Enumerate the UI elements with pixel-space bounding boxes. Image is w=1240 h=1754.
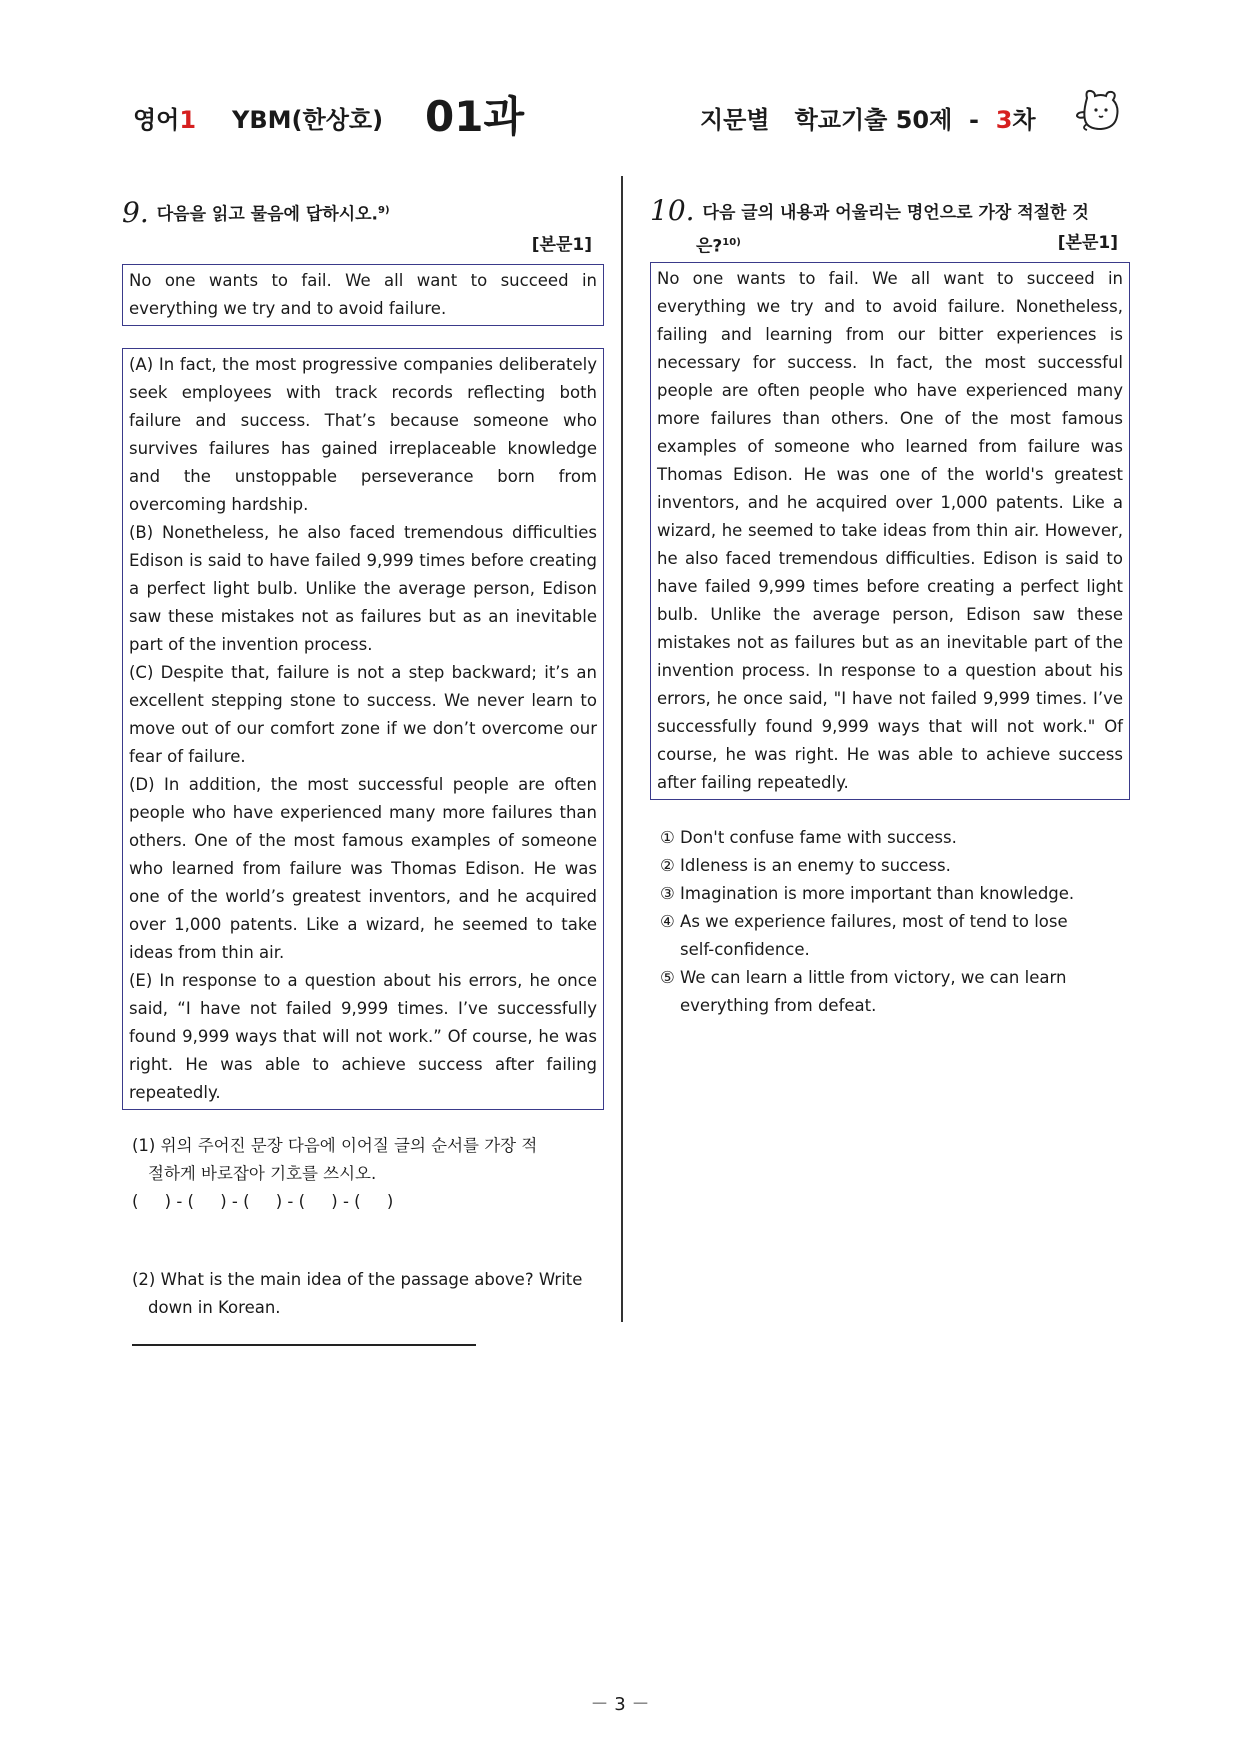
paragraph-d: (D) In addition, the most successful people are often people who have experienced many more failures than others. One of the most famous examples of someone who learned from failure was Thomas Edison. He was one of the world’s greatest inventors, and he acquired over 1,000 patents. Like a wizard, he seemed to take ideas from thin air. bbox=[129, 774, 597, 962]
option-1[interactable]: ① Don't confuse fame with success. bbox=[660, 828, 957, 847]
question-9-prompt: 9. 다음을 읽고 물음에 답하시오.$^{9)}$ bbox=[122, 195, 390, 229]
answer-line[interactable] bbox=[132, 1344, 476, 1346]
question-number: 10. bbox=[650, 194, 695, 227]
subject-label: 영어1 bbox=[133, 106, 197, 134]
footnote-mark: 9) bbox=[378, 205, 390, 216]
order-answer-blanks[interactable]: ( ) - ( ) - ( ) - ( ) - ( ) bbox=[132, 1191, 394, 1211]
footnote-mark: 10) bbox=[722, 237, 741, 248]
sub-question-2: (2) What is the main idea of the passage above? Write down in Korean. bbox=[132, 1269, 583, 1317]
answer-options bbox=[650, 824, 1130, 1020]
paragraph-e: (E) In response to a question about his errors, he once said, “I have not failed 9,999 times. I’ve successfully found 9,999 ways that will not work.” Of course, he was right. He was able to achieve success after failing repeatedly. bbox=[129, 970, 597, 1102]
given-sentence: No one wants to fail. We all want to succeed in everything we try and to avoid failure. bbox=[129, 270, 597, 318]
lesson-label: 01과 bbox=[425, 92, 525, 141]
question-9 bbox=[122, 196, 604, 1346]
column-divider bbox=[621, 176, 623, 1322]
given-sentence-box bbox=[122, 264, 604, 326]
option-4[interactable]: ④ As we experience failures, most of tend to lose self-confidence. bbox=[660, 912, 1068, 959]
sub-question-1: (1) 위의 주어진 문장 다음에 이어질 글의 순서를 가장 적 절하게 바로잡아 기호를 쓰시오. bbox=[132, 1135, 538, 1183]
paragraph-a: (A) In fact, the most progressive companies deliberately seek employees with track records reflecting both failure and success. That’s because someone who survives failures has gained irreplaceable knowledge and the unstoppable perseverance born from overcoming hardship. bbox=[129, 354, 597, 514]
worksheet-title: 지문별 학교기출 50제 - 3차 bbox=[700, 106, 1036, 134]
bear-mascot-icon bbox=[1073, 86, 1123, 134]
subject-number: 1 bbox=[179, 106, 197, 134]
passage-text: No one wants to fail. We all want to succeed in everything we try and to avoid failure. Nonetheless, failing and learning from our bitter experiences is necessary for success. In fact, the most successful people are often people who have experienced many more failures than others. One of the most famous examples of someone who learned from failure was Thomas Edison. He was one of the world's greatest inventors, and he acquired over 1,000 patents. Like a wizard, he seemed to take ideas from thin air. However, he also faced tremendous difficulties. Edison is said to have failed 9,999 times before creating a perfect light bulb. Unlike the average person, Edison saw these mistakes not as failures but as an inevitable part of the invention process. In response to a question about his errors, he once said, "I have not failed 9,999 times. I’ve successfully found 9,999 ways that will not work." Of course, he was right. He was able to achieve success after failing repeatedly. bbox=[657, 269, 1123, 792]
question-number: 9. bbox=[122, 195, 149, 229]
page-header bbox=[0, 86, 1240, 146]
question-10: 10. 다음 글의 내용과 어울리는 명언으로 가장 적절한 것 은?$^{10)}$ [본문1] No one wants to fail. We all want to succeed in everything we try and to avoid failure. Nonetheless, failing and learning from our bitter experiences is necessary for success. In fact, the most successful people are often people who have experienced many more failures than others. One of the most famous examples of someone who learned from failure was Thomas Edison. He was one of the world's greatest inventors, and he acquired over 1,000 patents. Like a wizard, he seemed to take ideas from thin air. However, he also faced tremendous difficulties. Edison is said to have failed 9,999 times before creating a perfect light bulb. Unlike the average person, Edison saw these mistakes not as failures but as an inevitable part of the invention process. In response to a question about his errors, he once said, "I have not failed 9,999 times. I’ve successfully found 9,999 ways that will not work." Of course, he was right. He was able to achieve success after failing repeatedly. ① Don't confuse fame with success. ② Idleness is an enemy to success. ③ Imagination is more important than knowledge. ④ As we experience failures, most of tend to lose self-confidence. ⑤ We can learn a little from victory, we can learn everything from defeat. bbox=[650, 196, 1130, 1020]
round-number: 3 bbox=[995, 106, 1013, 134]
passage-box bbox=[650, 262, 1130, 800]
paragraph-b: (B) Nonetheless, he also faced tremendous difficulties Edison is said to have failed 9,999 times before creating a perfect light bulb. Unlike the average person, Edison saw these mistakes not as failures but as an inevitable part of the invention process. bbox=[129, 522, 597, 654]
option-5[interactable]: ⑤ We can learn a little from victory, we can learn everything from defeat. bbox=[660, 968, 1067, 1015]
publisher-label: YBM(한상호) bbox=[232, 106, 384, 134]
option-2[interactable]: ② Idleness is an enemy to success. bbox=[660, 856, 951, 875]
source-tag: [본문1] bbox=[1057, 233, 1118, 253]
page-number: － 3 － bbox=[590, 1694, 650, 1715]
source-tag: [본문1] bbox=[531, 234, 592, 255]
paragraph-c: (C) Despite that, failure is not a step backward; it’s an excellent stepping stone to success. We never learn to move out of our comfort zone if we don’t overcome our fear of failure. bbox=[129, 662, 597, 766]
option-3[interactable]: ③ Imagination is more important than knowledge. bbox=[660, 884, 1075, 903]
scrambled-paragraphs-box bbox=[122, 348, 604, 1110]
question-10-prompt: 10. 다음 글의 내용과 어울리는 명언으로 가장 적절한 것 bbox=[650, 194, 1089, 227]
